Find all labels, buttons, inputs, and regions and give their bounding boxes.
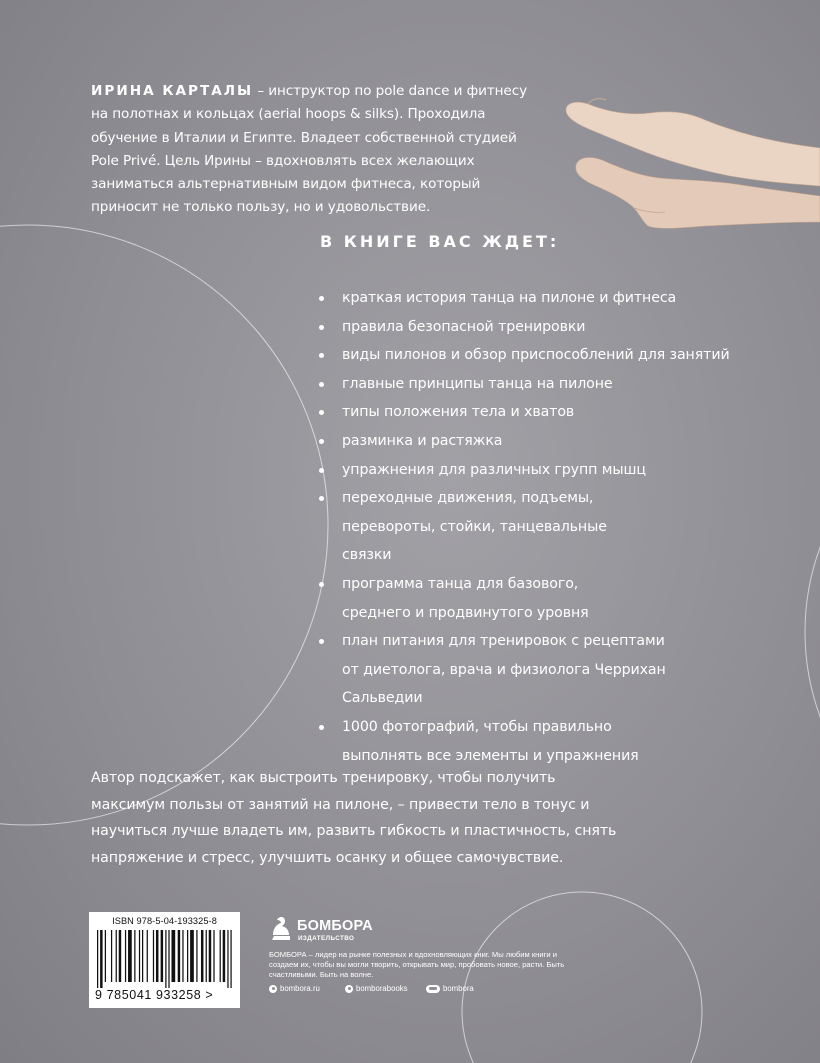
publisher-name: БОМБОРА	[297, 918, 373, 934]
barcode-bar	[182, 930, 183, 982]
barcode-bar	[230, 930, 231, 988]
barcode-bar	[220, 930, 221, 982]
barcode-bar	[116, 930, 117, 982]
barcode-bar	[128, 930, 132, 982]
barcode-bar	[206, 930, 207, 982]
barcode-bar	[190, 930, 194, 982]
barcode-bar	[156, 930, 158, 982]
contents-list	[314, 284, 794, 770]
barcode-bar	[111, 930, 112, 982]
publisher-tagline: БОМБОРА – лидер на рынке полезных и вдохновляющих книг. Мы любим книги и создаем их, чтобы вы могли творить, открывать мир, пробовать новое, расти. Быть счастливыми. Быть на волне.	[269, 950, 565, 980]
publisher-logo-icon	[269, 914, 293, 942]
social-link-site[interactable]	[269, 984, 320, 993]
circle-right	[805, 387, 820, 877]
barcode-bar	[147, 930, 148, 982]
social-links	[269, 984, 569, 996]
barcode-bar	[168, 930, 169, 988]
barcode-box	[89, 912, 240, 1008]
list-item: краткая история танца на пилоне и фитнеса	[314, 284, 794, 313]
barcode-bar	[105, 930, 106, 982]
large-circle-left	[0, 225, 328, 825]
telegram-icon	[426, 985, 440, 993]
barcode-bar	[223, 930, 225, 982]
list-item: переходные движения, подъемы, перевороты, стойки, танцевальные связки	[314, 484, 642, 570]
barcode-bar	[134, 930, 135, 982]
social-link-vk[interactable]	[345, 984, 408, 993]
barcode-bar	[100, 930, 102, 988]
social-link-label: bombora.ru	[280, 984, 320, 993]
barcode-bar	[178, 930, 180, 982]
contents-heading: В КНИГЕ ВАС ЖДЕТ:	[320, 232, 560, 251]
barcode-bar	[125, 930, 126, 982]
barcode-bar	[139, 930, 140, 982]
social-link-telegram[interactable]	[426, 984, 474, 993]
barcode-bar	[209, 930, 211, 982]
list-item: типы положения тела и хватов	[314, 398, 794, 427]
barcode-bar	[196, 930, 197, 982]
summary-text: Автор подскажет, как выстроить тренировку, чтобы получить максимум пользы от занятий на пилоне, – привести тело в тонус и научиться лучше владеть им, развить гибкость и пластичность, снять напряжение и стресс, улучшить осанку и общее самочувствие.	[91, 770, 617, 866]
barcode-bar	[165, 930, 166, 988]
isbn-label: ISBN 978-5-04-193325-8	[112, 916, 217, 926]
social-link-label: bombora	[443, 984, 474, 993]
barcode-bar	[142, 930, 143, 982]
barcode-bar	[153, 930, 154, 982]
barcode-icon	[97, 930, 232, 988]
author-bio-text: – инструктор по pole dance и фитнесу на полотнах и кольцах (aerial hoops & silks). Проходила обучение в Италии и Египте. Владеет собственной студией Pole Privé. Цель Ирины – вдохновлять всех желающих заниматься альтернативным видом фитнеса, который приносит не только пользу, но и удовольствие.	[91, 83, 528, 216]
list-item: виды пилонов и обзор приспособлений для занятий	[314, 341, 794, 370]
vk-icon	[345, 985, 353, 993]
barcode-bar	[227, 930, 228, 988]
barcode-bar	[213, 930, 214, 982]
author-bio	[91, 80, 531, 220]
list-item: главные принципы танца на пилоне	[314, 370, 794, 399]
publisher-logo	[269, 914, 429, 944]
list-item: упражнения для различных групп мышц	[314, 456, 794, 485]
ok-icon	[269, 985, 277, 993]
barcode-bar	[201, 930, 203, 982]
list-item: разминка и растяжка	[314, 427, 794, 456]
barcode-bar	[119, 930, 121, 982]
list-item: правила безопасной тренировки	[314, 313, 794, 342]
barcode-bar	[187, 930, 188, 982]
barcode-bar	[97, 930, 98, 988]
publisher-subtitle: ИЗДАТЕЛЬСТВО	[298, 935, 355, 942]
list-item: план питания для тренировок с рецептами от диетолога, врача и физиолога Черрихан Сальведии	[314, 627, 672, 713]
list-item: программа танца для базового, среднего и продвинутого уровня	[314, 570, 632, 627]
barcode-digits: 9 785041 933258 >	[95, 988, 214, 1002]
social-link-label: bomborabooks	[356, 984, 408, 993]
barcode-bar	[171, 930, 175, 982]
list-item: 1000 фотографий, чтобы правильно выполнять все элементы и упражнения	[314, 713, 662, 770]
barcode-bar	[161, 930, 163, 982]
author-name: ИРИНА КАРТАЛЫ	[91, 83, 254, 99]
